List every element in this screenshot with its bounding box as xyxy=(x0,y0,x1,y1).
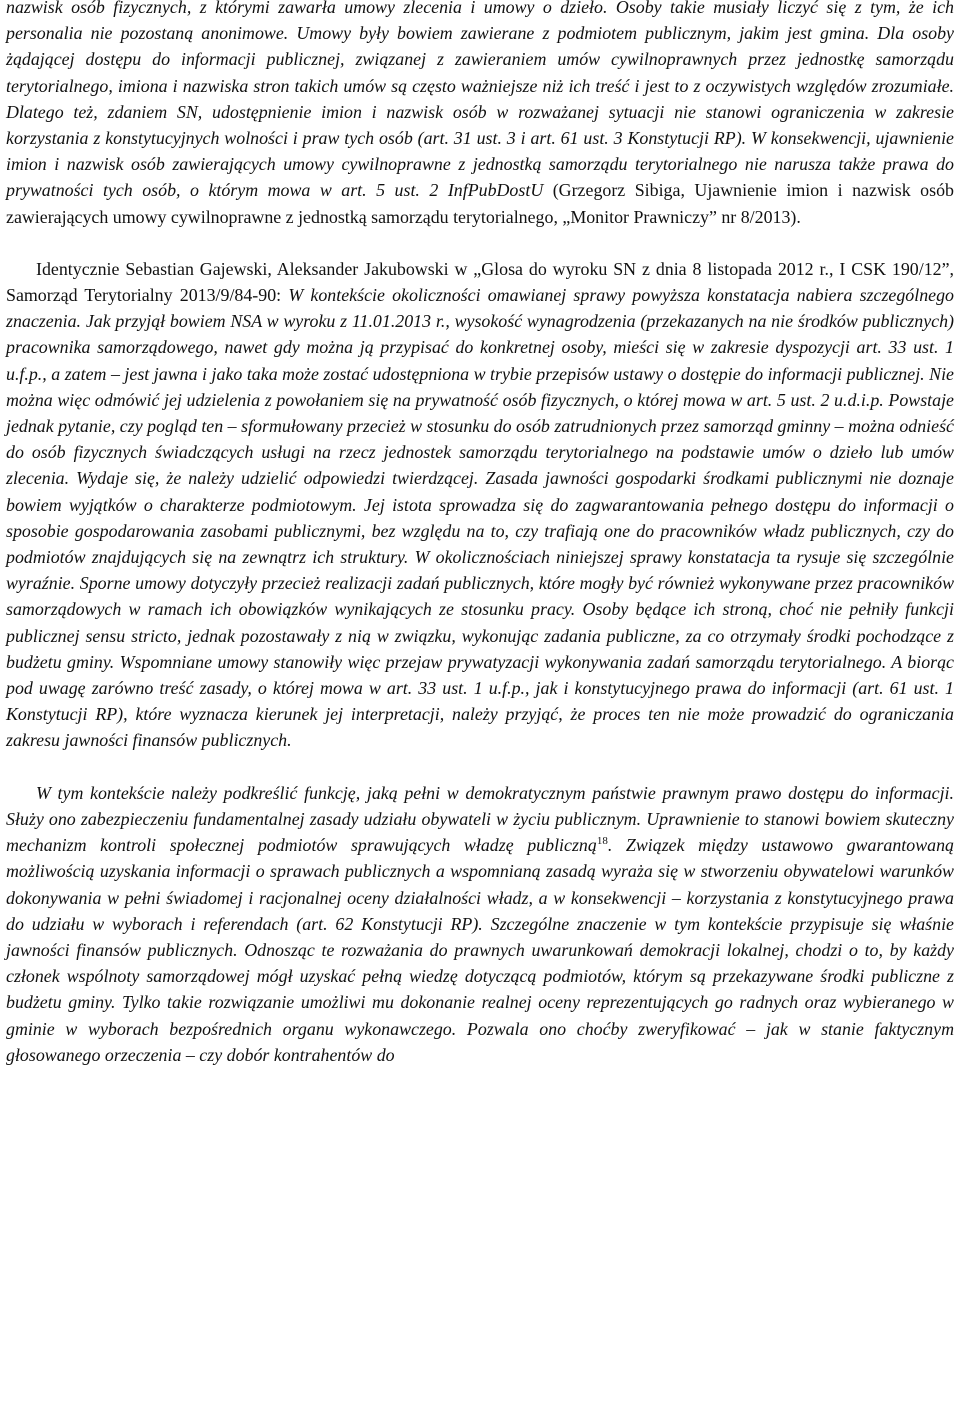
paragraph-2 xyxy=(6,256,954,754)
paragraph-1-quote: nazwisk osób fizycznych, z którymi zawarła umowy zlecenia i umowy o dzieło. Osoby takie musiały liczyć się z tym, że ich personalia nie pozostaną anonimowe. Umowy były bowiem zawierane z podmiotem publicznym, jakim jest gmina. Dla osoby żądającej dostępu do informacji publicznej, związanej z zawieraniem umów cywilnoprawnych przez jednostkę samorządu terytorialnego, imiona i nazwiska stron takich umów są często ważniejsze niż ich treść i jest to z oczywistych względów zrozumiałe. Dlatego też, zdaniem SN, udostępnienie imion i nazwisk osób w rozważanej sytuacji nie stanowi ograniczenia w zakresie korzystania z konstytucyjnych wolności i praw tych osób (art. 31 ust. 3 i art. 61 ust. 3 Konstytucji RP). W konsekwencji, ujawnienie imion i nazwisk osób zawierających umowy cywilnoprawne z jednostką samorządu terytorialnego nie narusza także prawa do prywatności tych osób, o którym mowa w art. 5 ust. 2 InfPubDostU xyxy=(6,0,954,201)
paragraph-3-text: W tym kontekście należy podkreślić funkcję, jaką pełni w demokratycznym państwie prawnym prawo dostępu do informacji. Służy ono zabezpieczeniu fundamentalnej zasady udziału obywateli w życiu publicznym. Uprawnienie to stanowi bowiem skuteczny mechanizm kontroli społecznej podmiotów sprawujących władzę publiczną xyxy=(6,782,954,856)
paragraph-3-text-cont: . Związek między ustawowo gwarantowaną możliwością uzyskania informacji o sprawach publicznych a wspomnianą zasadą wyraża się w stworzeniu obywatelowi warunków dokonywania w pełni świadomej i racjonalnej oceny działalności władz, a w konsekwencji – korzystania z konstytucyjnego prawa do udziału w wyborach i referendach (art. 62 Konstytucji RP). Szczególne znaczenie w tym kontekście przypisuje się właśnie jawności finansów publicznych. Odnosząc te rozważania do prawnych uwarunkowań demokracji lokalnej, chodzi o to, by każdy członek wspólnoty samorządowej mógł uzyskać pełną wiedzę dotyczącą podmiotów, którym są przekazywane środki publiczne z budżetu gminy. Tylko takie rozwiązanie umożliwi mu dokonanie realnej oceny reprezentujących go radnych oraz wybieranego w gminie w wyborach bezpośrednich organu wykonawczego. Pozwala ono choćby zweryfikować – jak w stanie faktycznym głosowanego orzeczenia – czy dobór kontrahentów do xyxy=(6,835,954,1065)
document-page xyxy=(6,0,954,1068)
paragraph-2-citation: Identycznie Sebastian Gajewski, Aleksander Jakubowski w „Glosa do wyroku SN z dnia 8 listopada 2012 r., I CSK 190/12”, Samorząd Terytorialny 2013/9/84-90: xyxy=(6,258,954,306)
paragraph-2-quote: W kontekście okoliczności omawianej sprawy powyższa konstatacja nabiera szczególnego znaczenia. Jak przyjął bowiem NSA w wyroku z 11.01.2013 r., wysokość wynagrodzenia (przekazanych na nie środków publicznych) pracownika samorządowego, nawet gdy można ją przypisać do konkretnej osoby, mieści się w zakresie dyspozycji art. 33 ust. 1 u.f.p., a zatem – jest jawna i jako taka może zostać udostępniona w trybie przepisów ustawy o dostępie do informacji publicznej. Nie można więc odmówić jej udzielenia z powołaniem się na prywatność osób fizycznych, o której mowa w art. 5 ust. 2 u.d.i.p. Powstaje jednak pytanie, czy pogląd ten – sformułowany przecież w stosunku do osób zatrudnionych przez samorząd gminny – można odnieść do osób fizycznych świadczących usługi na rzecz jednostek samorządu terytorialnego na podstawie umów o dzieło lub umów zlecenia. Wydaje się, że należy udzielić odpowiedzi twierdzącej. Zasada jawności gospodarki środkami publicznymi nie doznaje bowiem wyjątków o charakterze podmiotowym. Jej istota sprowadza się do zagwarantowania pełnego dostępu do informacji o sposobie gospodarowania zasobami publicznymi, bez względu na to, czy trafiają one do pracowników władz publicznych, czy do podmiotów znajdujących się na zewnątrz ich struktury. W okolicznościach niniejszej sprawy konstatacja ta rysuje się szczególnie wyraźnie. Sporne umowy dotyczyły przecież realizacji zadań publicznych, które mogły być również wykonywane przez pracowników samorządowych w ramach ich obowiązków wynikających ze stosunku pracy. Osoby będące ich stroną, choć nie pełniły funkcji publicznej sensu stricto, jednak pozostawały z nią w związku, wykonując zadania publiczne, za co otrzymały środki pochodzące z budżetu gminy. Wspomniane umowy stanowiły więc przejaw prywatyzacji wykonywania zadań samorządu terytorialnego. A biorąc pod uwagę zarówno treść zasady, o której mowa w art. 33 ust. 1 u.f.p., jak i konstytucyjnego prawa do informacji (art. 61 ust. 1 Konstytucji RP), które wyznacza kierunek jej interpretacji, należy przyjąć, że proces ten nie może prowadzić do ograniczania zakresu jawności finansów publicznych. xyxy=(6,285,954,751)
paragraph-3 xyxy=(6,780,954,1068)
paragraph-gap xyxy=(6,230,954,256)
paragraph-1 xyxy=(6,0,954,230)
footnote-marker: 18 xyxy=(596,835,608,848)
paragraph-1-citation: (Grzegorz Sibiga, Ujawnienie imion i nazwisk osób zawierających umowy cywilnoprawne z jednostką samorządu terytorialnego, „Monitor Prawniczy” nr 8/2013). xyxy=(6,180,954,227)
paragraph-gap xyxy=(6,754,954,780)
